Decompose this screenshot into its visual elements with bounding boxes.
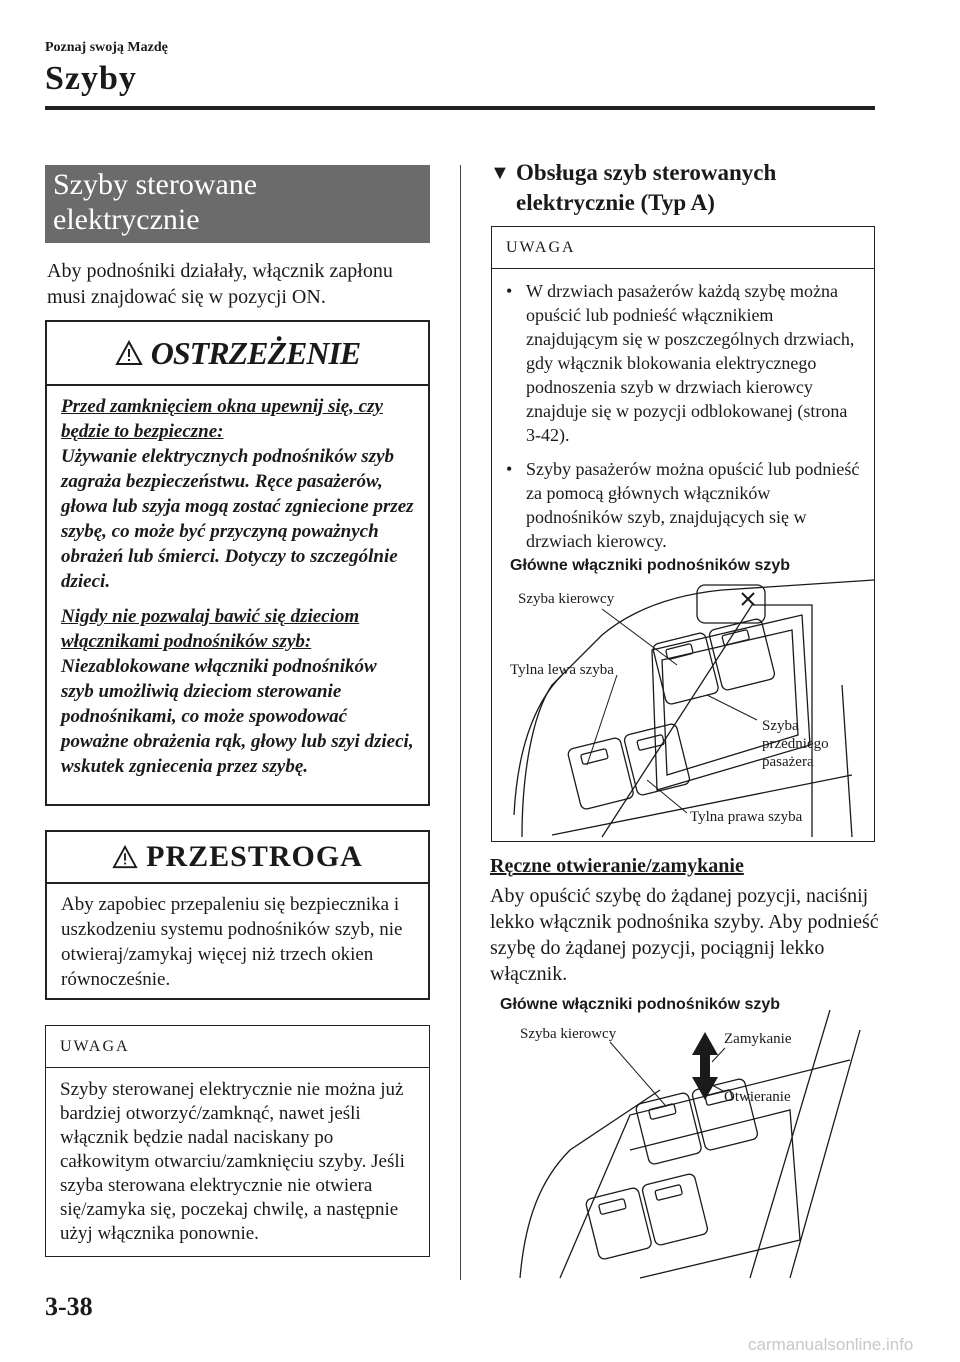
down-triangle-icon: ▼ xyxy=(490,162,510,184)
warning-body xyxy=(47,386,428,797)
note-title-left: UWAGA xyxy=(46,1026,429,1068)
section-title-line1: Szyby sterowane xyxy=(53,168,258,201)
figure1-driver-label: Szyba kierowcy xyxy=(518,591,615,607)
figure2-close-label: Zamykanie xyxy=(724,1031,792,1047)
subsection-heading xyxy=(490,158,880,218)
note-bullet-2-text: Szyby pasażerów można opuścić lub podnieść za pomocą głównych włączników podnośników szyb, znajdujących się w drzwiach kierowcy. xyxy=(526,459,860,551)
figure2-open-label: Otwieranie xyxy=(724,1089,791,1105)
page-title: Szyby xyxy=(45,60,137,97)
note-bullet-1 xyxy=(506,279,860,447)
caution-header xyxy=(47,832,428,884)
intro-paragraph: Aby podnośniki działały, włącznik zapłonu musi znajdować się w pozycji ON. xyxy=(47,260,393,308)
figure1-heading: Główne włączniki podnośników szyb xyxy=(510,557,791,574)
section-header xyxy=(45,165,430,243)
warning-box xyxy=(45,320,430,806)
figure1-rear-right-label: Tylna prawa szyba xyxy=(690,809,803,825)
warning-paragraph-2 xyxy=(61,604,414,779)
warning-heading-2: Nigdy nie pozwalaj bawić się dzieciom włącznikami podnośników szyb: xyxy=(61,606,360,652)
note-bullet-2 xyxy=(506,457,860,553)
figure1-front-passenger-line2: przedniego xyxy=(762,736,829,752)
caution-title: PRZESTROGA xyxy=(146,840,363,873)
warning-heading-1: Przed zamknięciem okna upewnij się, czy będzie to bezpieczne: xyxy=(61,396,383,442)
note-body-right xyxy=(492,269,874,573)
subsection-line1: Obsługa szyb sterowanych xyxy=(516,160,777,185)
figure1-front-passenger-label xyxy=(762,717,829,771)
note-text-left: Szyby sterowanej elektrycznie nie można już bardziej otworzyć/zamknąć, nawet jeśli włącznik będzie nadal naciskany po całkowitym otwarciu/zamknięciu szyby. Jeśli szyba sterowana elektrycznie nie otwiera się/zamyka się, poczekaj chwilę, a następnie użyj włącznika ponownie. xyxy=(60,1079,405,1244)
warning-text-1: Używanie elektrycznych podnośników szyb zagraża bezpieczeństwu. Ręce pasażerów, głowa lub szyja mogą zostać zgniecione przez szybę, co może być przyczyną poważnych obrażeń lub śmierci. Dotyczy to szczególnie dzieci. xyxy=(61,446,414,592)
manual-text: Aby opuścić szybę do żądanej pozycji, naciśnij lekko włącznik podnośnika szyby. Aby podnieść szybę do żądanej pozycji, pociągnij lekko włącznik. xyxy=(490,885,879,985)
bullet-dot-icon: • xyxy=(506,459,513,479)
note-title-right: UWAGA xyxy=(492,227,874,269)
warning-header xyxy=(47,322,428,386)
bullet-dot-icon: • xyxy=(506,281,513,301)
figure2-heading: Główne włączniki podnośników szyb xyxy=(500,996,781,1013)
figure1-front-passenger-line1: Szyba xyxy=(762,718,799,734)
warning-paragraph-1 xyxy=(61,394,414,594)
subsection-line2: elektrycznie (Typ A) xyxy=(516,190,715,215)
caution-text: Aby zapobiec przepaleniu się bezpiecznika i uszkodzeniu systemu podnośników szyb, nie otwieraj/zamykaj więcej niż trzech okien równocześnie. xyxy=(61,894,403,990)
warning-text-2: Niezablokowane włączniki podnośników szyb umożliwią dzieciom sterowanie podnośnikami, co może spowodować poważne obrażenia rąk, głowy lub szyi dzieci, wskutek zgniecenia przez szybę. xyxy=(61,656,414,777)
title-rule xyxy=(45,106,875,110)
warning-triangle-icon xyxy=(112,845,138,869)
note-bullet-1-text: W drzwiach pasażerów każdą szybę można opuścić lub podnieść włącznikiem znajdującym się w poszczególnych drzwiach, gdy włącznik blokowania elektrycznego podnoszenia szyb w drzwiach kierowcy znajduje się w pozycji odblokowanej (strona 3-42). xyxy=(526,281,855,445)
window-switch-illustration-1 xyxy=(492,575,874,840)
warning-triangle-icon xyxy=(115,340,143,366)
breadcrumb: Poznaj swoją Mazdę xyxy=(45,40,168,55)
figure1-rear-left-label: Tylna lewa szyba xyxy=(510,662,614,678)
watermark: carmanualsonline.info xyxy=(748,1335,914,1354)
note-box-left xyxy=(45,1025,430,1257)
figure2-driver-label: Szyba kierowcy xyxy=(520,1026,617,1042)
figure1-front-passenger-line3: pasażera xyxy=(762,754,814,770)
manual-heading: Ręczne otwieranie/zamykanie xyxy=(490,855,744,877)
window-switch-illustration-2 xyxy=(500,1010,880,1280)
column-divider xyxy=(460,165,461,1280)
section-title-line2: elektrycznie xyxy=(53,203,200,236)
warning-title: OSTRZEŻENIE xyxy=(150,334,361,371)
page-number: 3-38 xyxy=(45,1292,93,1321)
caution-box xyxy=(45,830,430,1000)
